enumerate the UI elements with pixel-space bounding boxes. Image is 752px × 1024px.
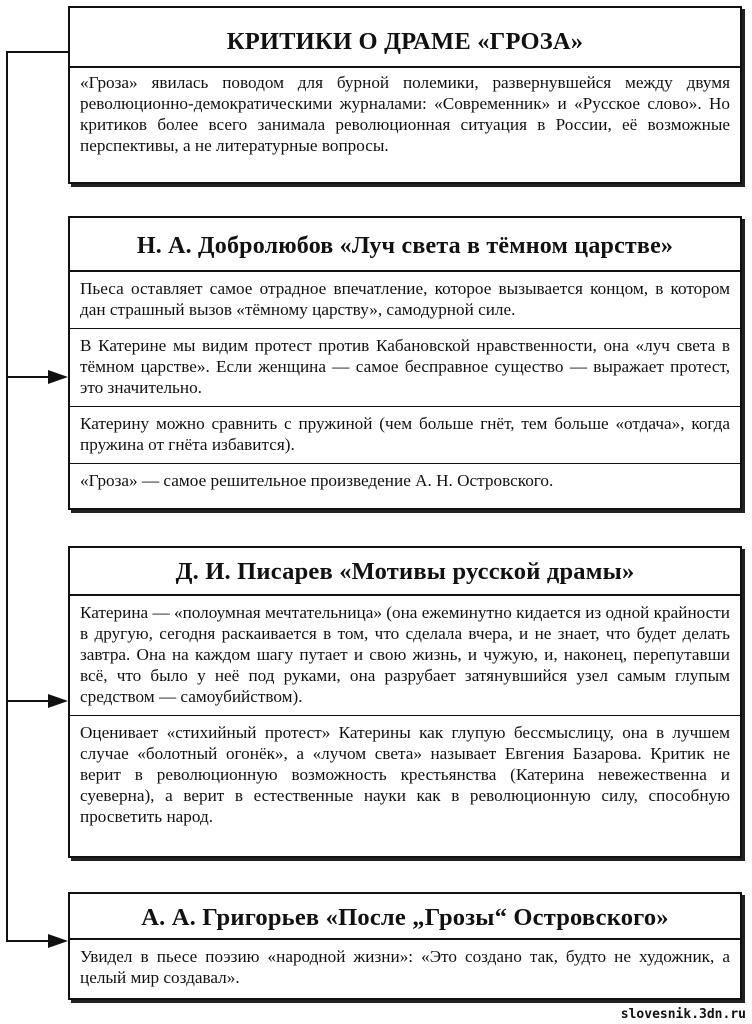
section-paragraph: Пьеса оставляет самое отрадное впечатление, которое вызывается концом, в котором дан страшный вызов «тёмному царству», самодурной силе. bbox=[80, 279, 730, 319]
section-paragraph: Катерину можно сравнить с пружиной (чем больше гнёт, тем больше «отдача», когда пружина от гнёта избавится). bbox=[70, 406, 740, 463]
section-paragraph: Катерина — «полоумная мечтательница» (она ежеминутно кидается из одной крайности в другую, сегодня раскаивается в том, что сделала вчера, и не знает, что будет делать завтра. Она на каждом шагу путает и свою жизнь, и чужую, и, наконец, перепутавши всё, что было у неё под руками, она разрубает затянувшийся узел самым глупым средством — самоубийством). bbox=[80, 603, 730, 706]
section-dobrolyubov bbox=[68, 216, 742, 510]
arrow-right-icon bbox=[48, 934, 68, 948]
section-paragraph: «Гроза» — самое решительное произведение А. Н. Островского. bbox=[70, 463, 740, 499]
section-paragraph: Оценивает «стихийный протест» Катерины как глупую бессмыслицу, она в лучшем случае «болотный огонёк», а «лучом света» называет Евгения Базарова. Критик не верит в революционную возможность крестьянства (Катерина невежественна и суеверна), а верит в естественные науки как в революционную силу, способную просветить народ. bbox=[70, 715, 740, 835]
intro-text: «Гроза» явилась поводом для бурной полемики, развернувшейся между двумя революционно-демократическими журналами: «Современник» и «Русское слово». Но критиков более всего занимала революционная ситуация в России, её возможные перспективы, а не литературные вопросы. bbox=[80, 73, 730, 155]
section-pisarev bbox=[68, 546, 742, 858]
page-title: КРИТИКИ О ДРАМЕ «ГРОЗА» bbox=[70, 8, 740, 68]
arrow-right-icon bbox=[48, 370, 68, 384]
section-title: А. А. Григорьев «После „Грозы“ Островского» bbox=[70, 894, 740, 940]
connector-line-pisarev bbox=[6, 700, 50, 702]
section-paragraph: В Катерине мы видим протест против Кабановской нравственности, она «луч света в тёмном царстве». Если женщина — самое бесправное существо — выражает протест, это значительно. bbox=[70, 328, 740, 406]
arrow-right-icon bbox=[48, 694, 68, 708]
section-grigoriev bbox=[68, 892, 742, 1000]
connector-vertical-line bbox=[6, 52, 8, 942]
section-paragraph: Увидел в пьесе поэзию «народной жизни»: «Это создано так, будто не художник, а целый мир создавал». bbox=[80, 947, 730, 987]
connector-line-grigoriev bbox=[6, 940, 50, 942]
connector-top-line bbox=[6, 51, 68, 53]
header-block bbox=[68, 6, 742, 184]
section-title: Н. А. Добролюбов «Луч света в тёмном царстве» bbox=[70, 218, 740, 272]
section-title: Д. И. Писарев «Мотивы русской драмы» bbox=[70, 548, 740, 596]
connector-line-dobrolyubov bbox=[6, 376, 50, 378]
watermark: slovesnik.3dn.ru bbox=[620, 1007, 746, 1022]
